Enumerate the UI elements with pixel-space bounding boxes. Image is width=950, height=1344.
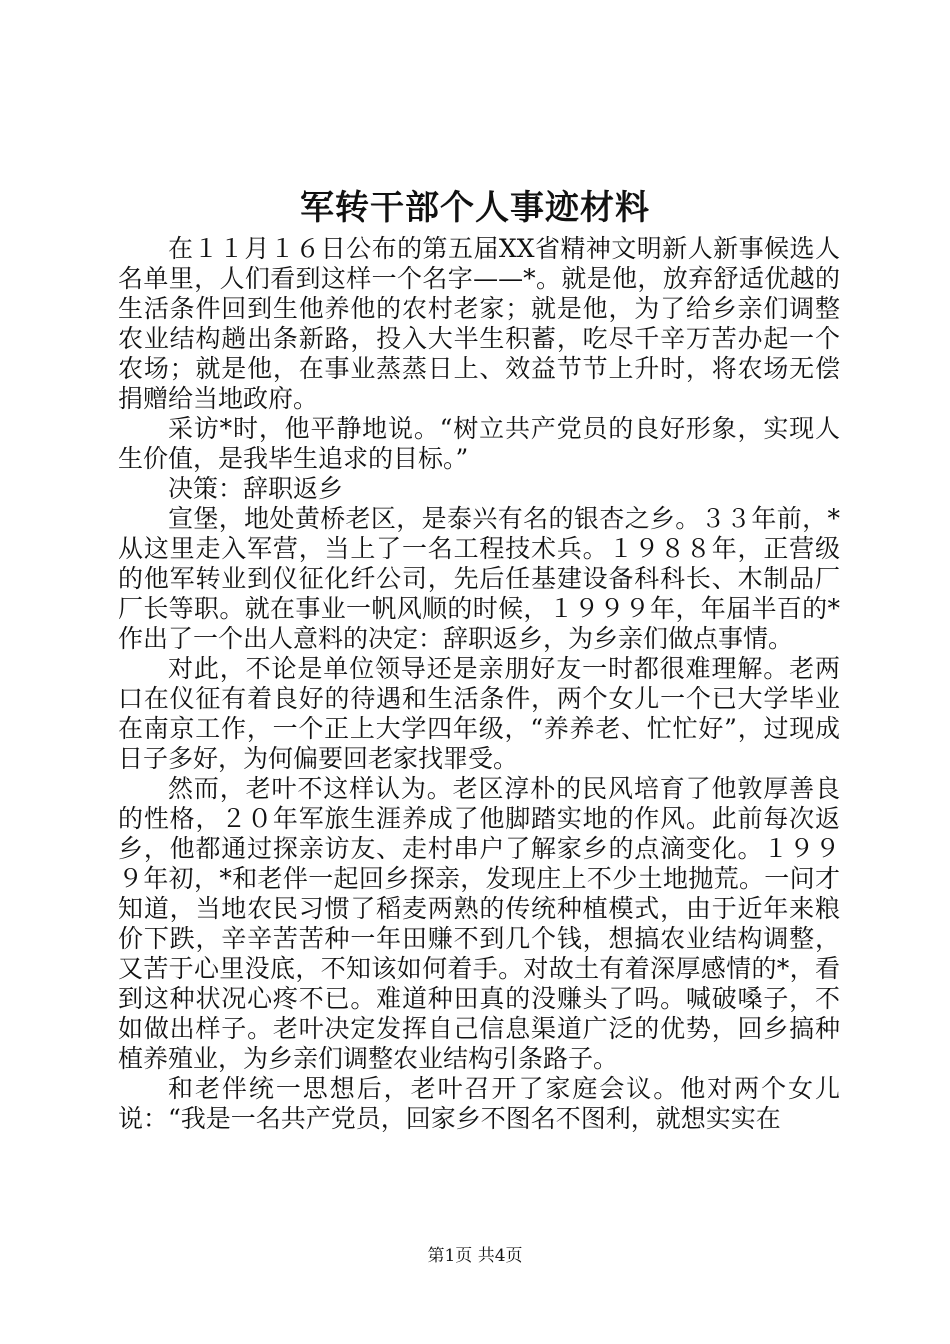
- paragraph-background: 宣堡，地处黄桥老区，是泰兴有名的银杏之乡。３３年前，*从这里走入军营，当上了一名工程技术兵。１９８８年，正营级的他军转业到仪征化纤公司，先后任基建设备科科长、木制品厂厂长等职。就在事业一帆风顺的时候，１９９９年，年届半百的*作出了一个出人意料的决定：辞职返乡，为乡亲们做点事情。: [118, 504, 840, 653]
- paragraph-interview-quote: 采访*时，他平静地说。“树立共产党员的良好形象，实现人生价值，是我毕生追求的目标。”: [118, 414, 840, 473]
- paragraph-reasoning: 然而，老叶不这样认为。老区淳朴的民风培育了他敦厚善良的性格，２０年军旅生涯养成了他脚踏实地的作风。此前每次返乡，他都通过探亲访友、走村串户了解家乡的点滴变化。１９９９年初，*和老伴一起回乡探亲，发现庄上不少土地抛荒。一问才知道，当地农民习惯了稻麦两熟的传统种植模式，由于近年来粮价下跌，辛辛苦苦种一年田赚不到几个钱，想搞农业结构调整，又苦于心里没底，不知该如何着手。对故土有着深厚感情的*，看到这种状况心疼不已。难道种田真的没赚头了吗。喊破嗓子，不如做出样子。老叶决定发挥自己信息渠道广泛的优势，回乡搞种植养殖业，为乡亲们调整农业结构引条路子。: [118, 774, 840, 1073]
- paragraph-intro: 在１１月１６日公布的第五届XX省精神文明新人新事候选人名单里，人们看到这样一个名字——*。就是他，放弃舒适优越的生活条件回到生他养他的农村老家；就是他，为了给乡亲们调整农业结构趟出条新路，投入大半生积蓄，吃尽千辛万苦办起一个农场；就是他，在事业蒸蒸日上、效益节节上升时，将农场无偿捐赠给当地政府。: [118, 234, 840, 413]
- document-body: [118, 234, 840, 1134]
- paragraph-reaction: 对此，不论是单位领导还是亲朋好友一时都很难理解。老两口在仪征有着良好的待遇和生活条件，两个女儿一个已大学毕业在南京工作，一个正上大学四年级，“养养老、忙忙好”，过现成日子多好，为何偏要回老家找罪受。: [118, 654, 840, 773]
- page-number-footer: 第1页 共4页: [427, 1246, 523, 1266]
- section-heading-decision: 决策：辞职返乡: [168, 474, 344, 503]
- paragraph-family-meeting: 和老伴统一思想后，老叶召开了家庭会议。他对两个女儿说：“我是一名共产党员，回家乡不图名不图利，就想实实在: [118, 1074, 840, 1133]
- document-title: 军转干部个人事迹材料: [300, 188, 650, 228]
